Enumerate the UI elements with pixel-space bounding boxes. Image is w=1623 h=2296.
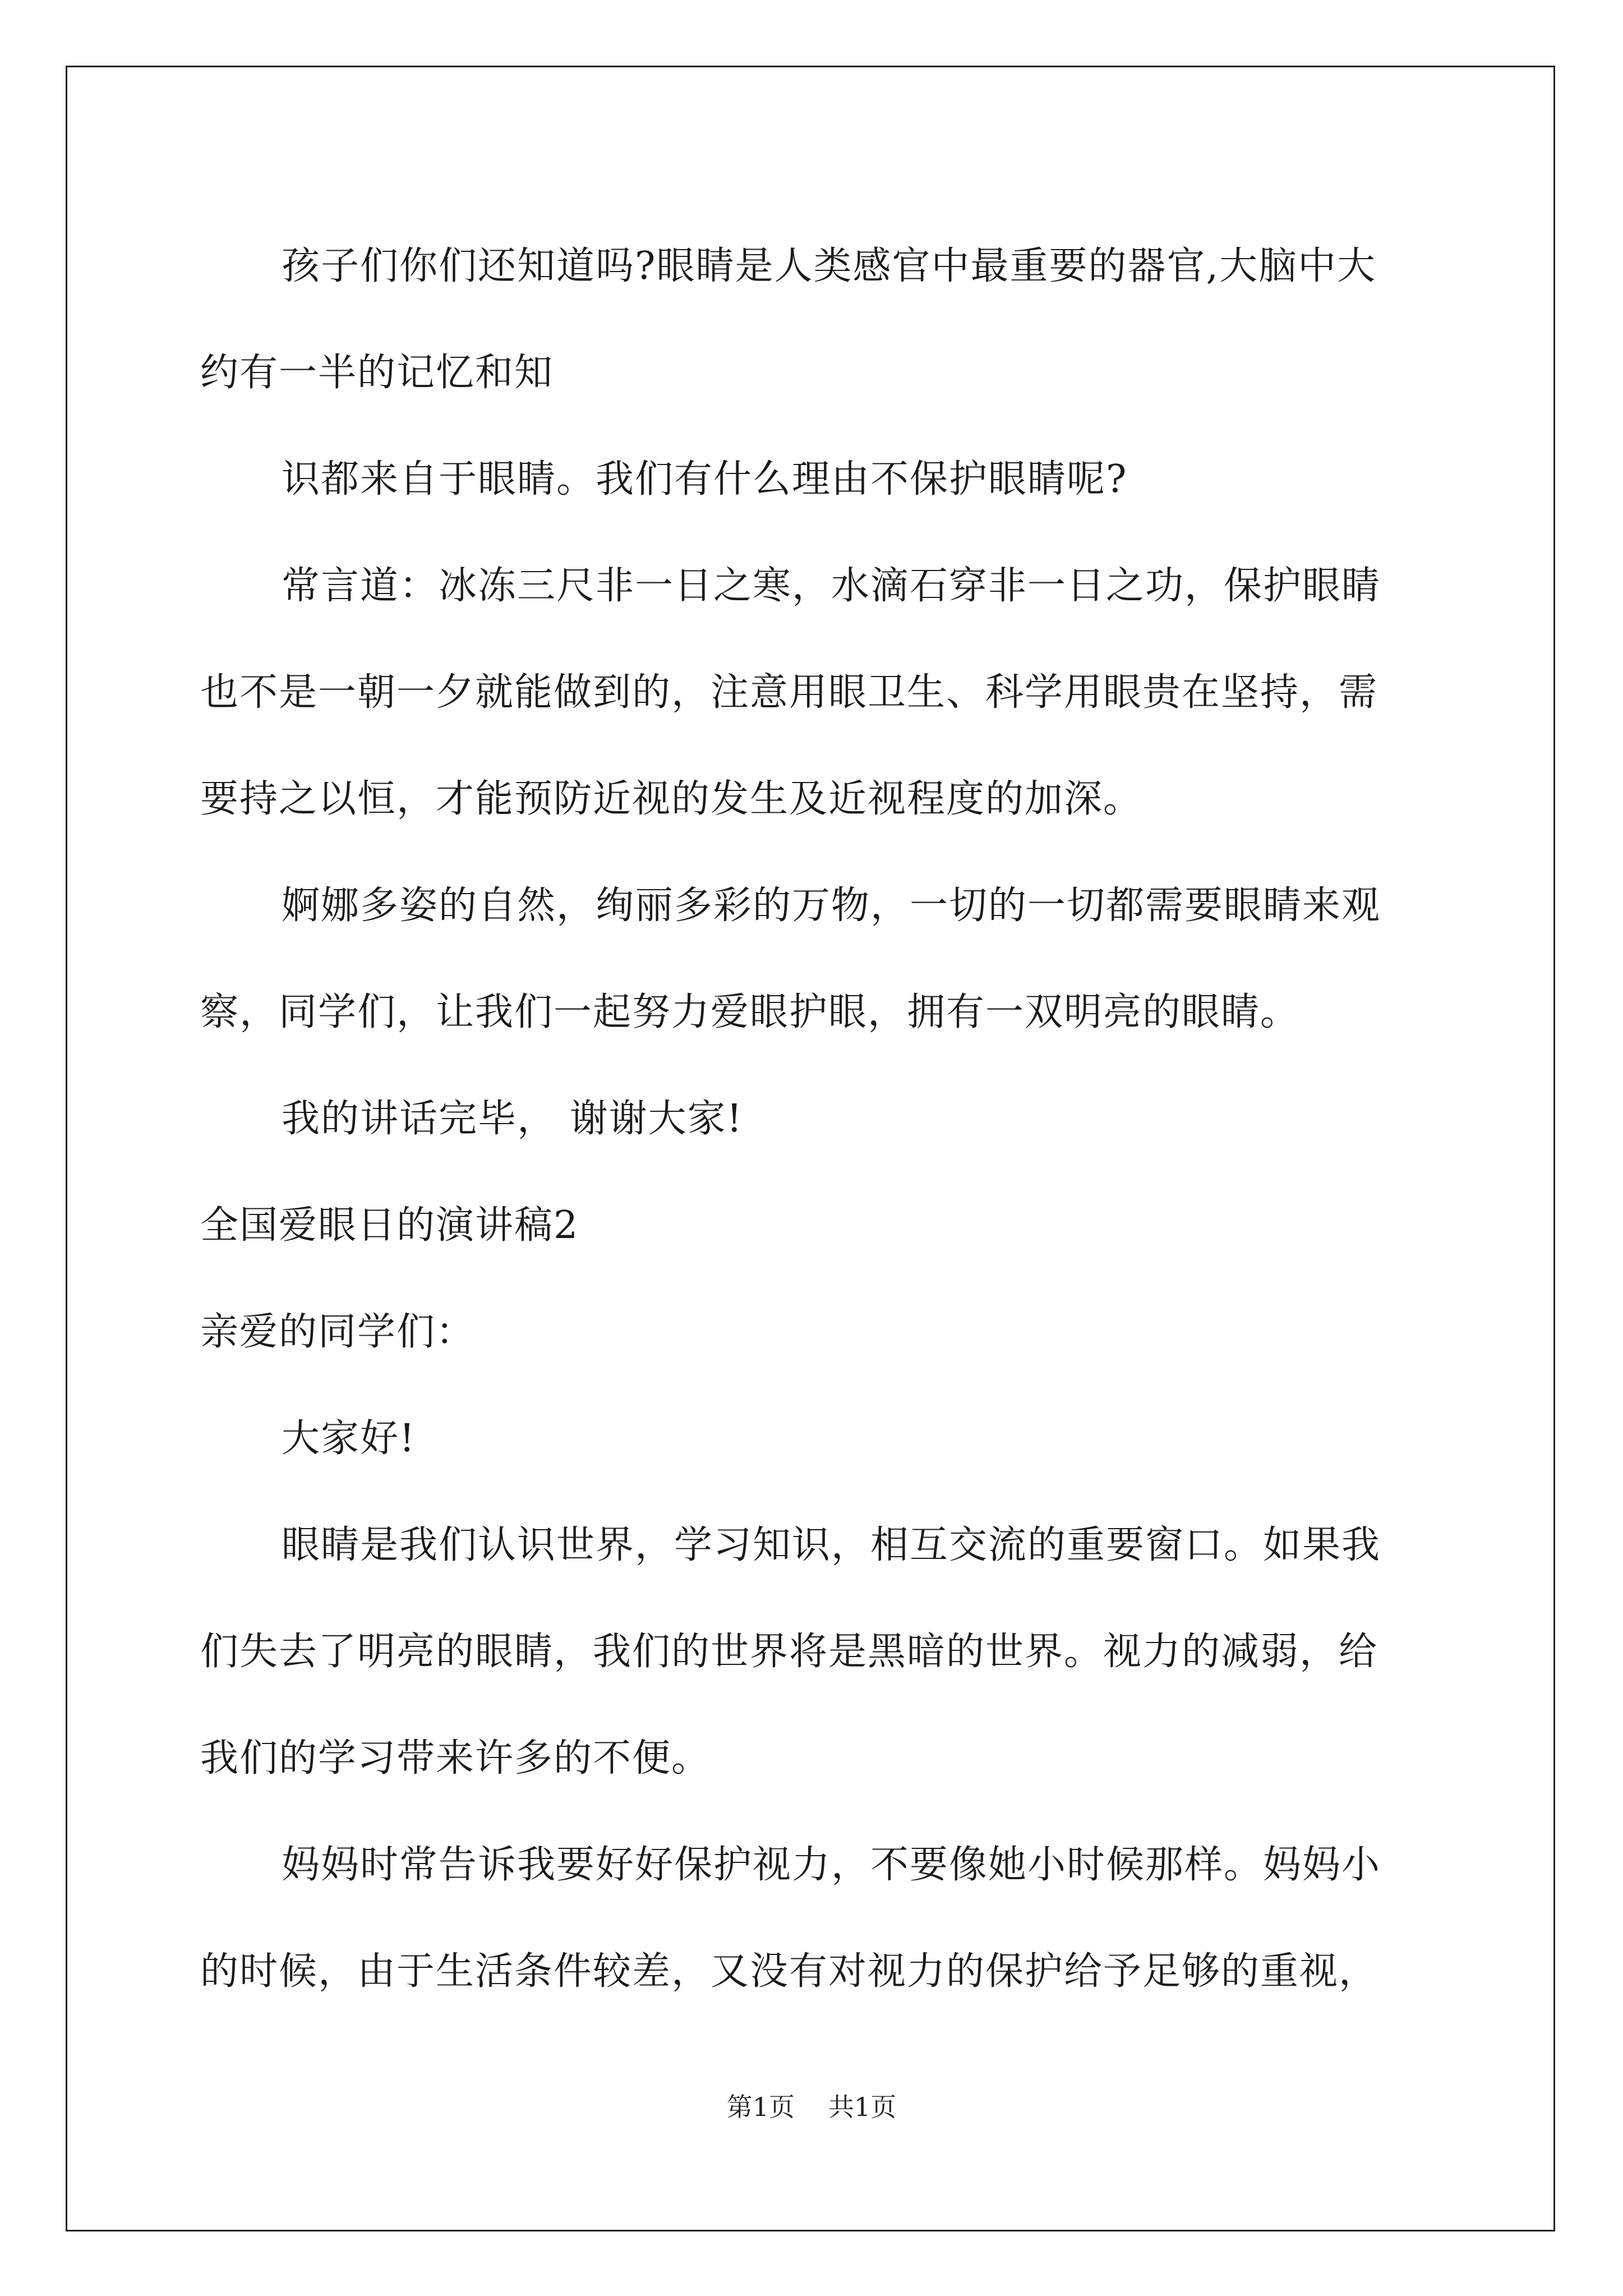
page-number-current: 第1页: [726, 2092, 795, 2122]
paragraph-line: 识都来自于眼睛。我们有什么理由不保护眼睛呢?: [282, 457, 1128, 501]
paragraph-line: 的时候，由于生活条件较差，又没有对视力的保护给予足够的重视，: [200, 1949, 1378, 1994]
document-body: [200, 213, 1428, 2025]
paragraph-line: 常言道：冰冻三尺非一日之寒，水滴石穿非一日之功，保护眼睛: [282, 564, 1381, 608]
paragraph-line: 察，同学们，让我们一起努力爱眼护眼，拥有一双明亮的眼睛。: [200, 990, 1300, 1034]
closing-line: 我的讲话完毕， 谢谢大家!: [282, 1097, 743, 1141]
paragraph-line: 眼睛是我们认识世界，学习知识，相互交流的重要窗口。如果我: [282, 1523, 1381, 1567]
section-title: 全国爱眼日的演讲稿2: [200, 1203, 579, 1248]
paragraph-line: 孩子们你们还知道吗?眼睛是人类感官中最重要的器官,大脑中大: [282, 244, 1377, 288]
paragraph-line: 约有一半的记忆和知: [200, 351, 554, 395]
paragraph-line: 妈妈时常告诉我要好好保护视力，不要像她小时候那样。妈妈小: [282, 1843, 1381, 1887]
salutation: 亲爱的同学们：: [200, 1310, 476, 1354]
page-footer: [0, 2087, 1623, 2124]
paragraph-line: 也不是一朝一夕就能做到的，注意用眼卫生、科学用眼贵在坚持，需: [200, 670, 1378, 715]
paragraph-line: 婀娜多姿的自然，绚丽多彩的万物，一切的一切都需要眼睛来观: [282, 884, 1381, 928]
paragraph-line: 要持之以恒，才能预防近视的发生及近视程度的加深。: [200, 777, 1143, 821]
paragraph-line: 我们的学习带来许多的不便。: [200, 1736, 711, 1780]
paragraph-line: 们失去了明亮的眼睛，我们的世界将是黑暗的世界。视力的减弱，给: [200, 1630, 1378, 1674]
page-number-total: 共1页: [828, 2092, 897, 2122]
greeting: 大家好!: [282, 1416, 416, 1461]
